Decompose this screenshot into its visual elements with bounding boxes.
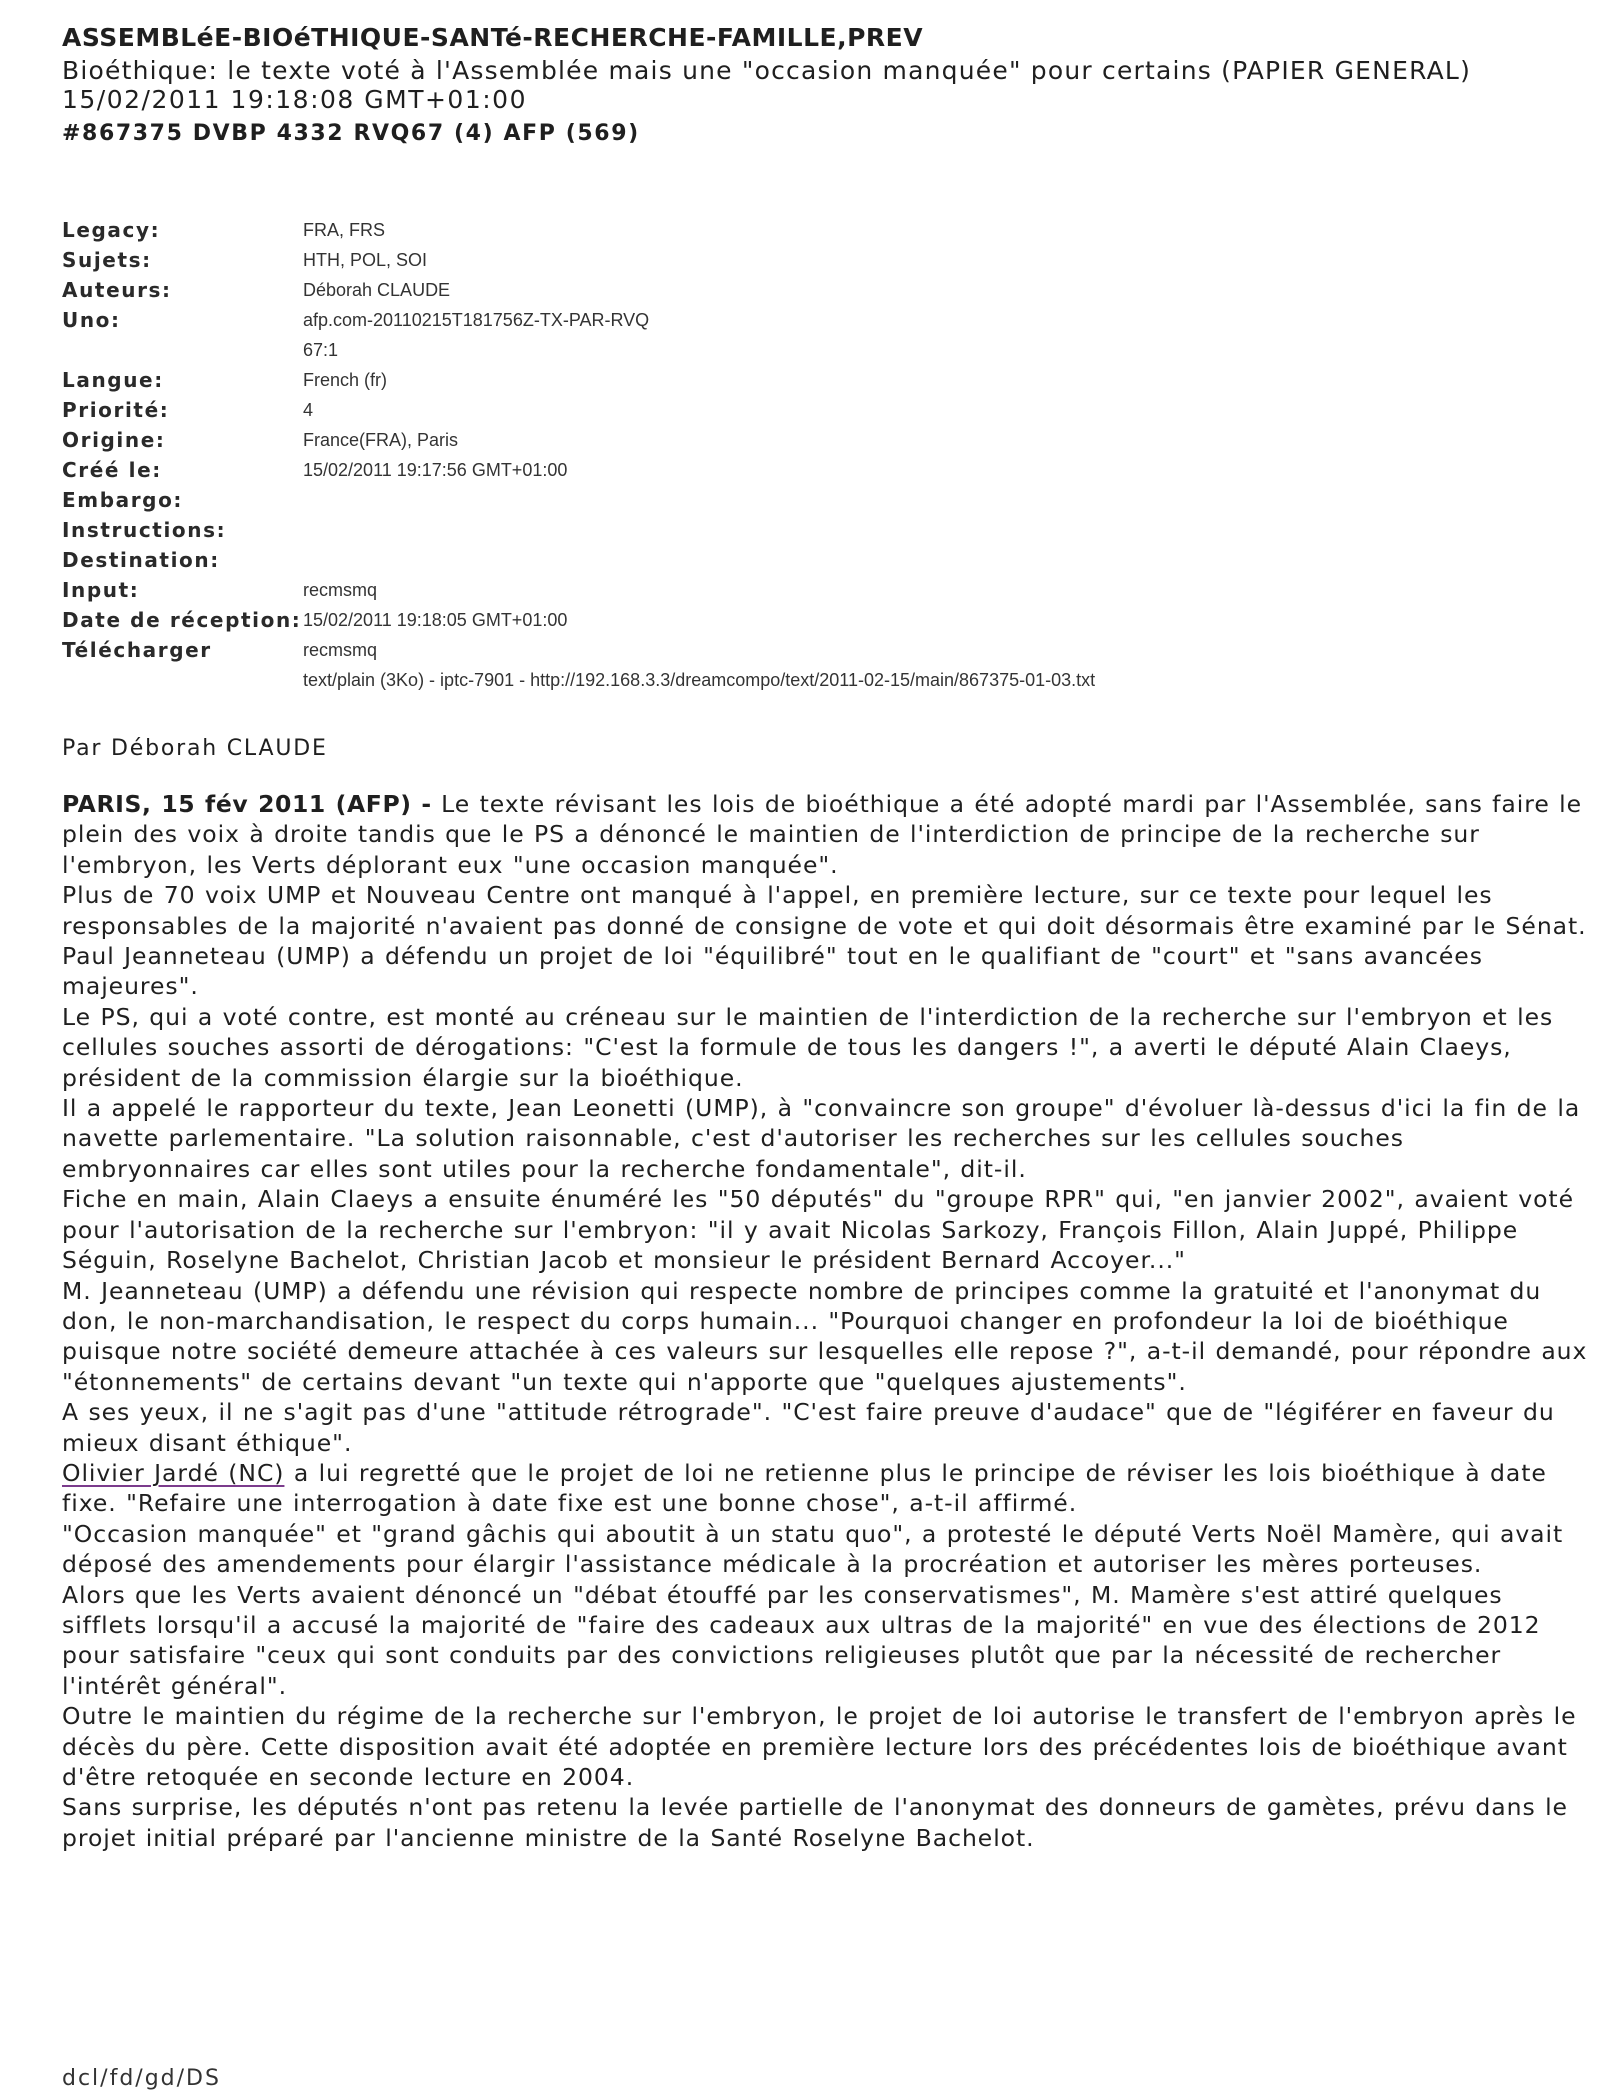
underlined-name: Olivier Jardé (NC) [62,1458,285,1487]
metadata-row [62,305,1362,365]
metadata-value [303,425,458,455]
metadata-value-line: France(FRA), Paris [303,430,459,450]
metadata-value-line: FRA, FRS [303,220,386,240]
metadata-row [62,515,1362,545]
dispatch-slug: ASSEMBLéE-BIOéTHIQUE-SANTé-RECHERCHE-FAMILLE,PREV [62,23,924,52]
article-paragraph: A ses yeux, il ne s'agit pas d'une "attitude rétrograde". "C'est faire preuve d'audace" que de "légiférer en faveur du mieux disant éthique". [62,1398,1555,1457]
metadata-label: Date de réception: [62,608,302,632]
metadata-row [62,245,1362,275]
metadata-row [62,635,1362,695]
metadata-value [303,455,567,485]
article-paragraph: Le PS, qui a voté contre, est monté au créneau sur le maintien de l'interdiction de la recherche sur l'embryon et les cellules souches assorti de dérogations: "C'est la formule de tous les dangers !", a averti le député Alain Claeys, président de la commission élargie sur la bioéthique. [62,1002,1554,1092]
metadata-label: Sujets: [62,248,152,272]
article-paragraph: Paul Jeanneteau (UMP) a défendu un projet de loi "équilibré" tout en le qualifiant de "court" et "sans avancées majeures". [62,942,1483,1001]
lead-paragraph [62,789,1592,880]
metadata-value [303,365,387,395]
metadata-row [62,365,1362,395]
signoff: dcl/fd/gd/DS [62,2066,221,2091]
metadata-value [303,245,427,275]
metadata-value [303,275,450,305]
article-paragraph: Alors que les Verts avaient dénoncé un "débat étouffé par les conservatismes", M. Mamère s'est attiré quelques sifflets lorsqu'il a accusé la majorité de "faire des cadeaux aux ultras de la majorité" en vue des élections de 2012 pour satisfaire "ceux qui sont conduits par des convictions religieuses plutôt que par la nécessité de rechercher l'intérêt général". [62,1580,1541,1700]
metadata-table [62,215,1362,695]
metadata-value [303,605,567,635]
metadata-value-line: 67:1 [303,340,339,360]
dispatch-reference: #867375 DVBP 4332 RVQ67 (4) AFP (569) [62,121,640,146]
article-paragraph: Il a appelé le rapporteur du texte, Jean Leonetti (UMP), à "convaincre son groupe" d'évoluer là-dessus d'ici la fin de la navette parlementaire. "La solution raisonnable, c'est d'autoriser les recherches sur les cellules souches embryonnaires car elles sont utiles pour la recherche fondamentale", dit-il. [62,1094,1581,1183]
byline: Par Déborah CLAUDE [62,736,328,761]
metadata-label: Embargo: [62,488,184,512]
metadata-value-line: Déborah CLAUDE [303,280,451,300]
lead-text: Le texte révisant les lois de bioéthique a été adopté mardi par l'Assemblée, sans faire le plein des voix à droite tandis que le PS a dénoncé le maintien de l'interdiction de principe de la recherche sur l'embryon, les Verts déplorant eux "une occasion manquée". [62,790,1583,879]
dispatch-headline: Bioéthique: le texte voté à l'Assemblée mais une "occasion manquée" pour certains (PAPIER GENERAL) [62,56,1472,85]
metadata-label: Priorité: [62,398,170,422]
metadata-row [62,395,1362,425]
metadata-row [62,575,1362,605]
metadata-value [303,215,385,245]
metadata-value [303,395,313,425]
article-paragraph: Outre le maintien du régime de la recherche sur l'embryon, le projet de loi autorise le transfert de l'embryon après le décès du père. Cette disposition avait été adoptée en première lecture lors des précédentes lois de bioéthique avant d'être retoquée en seconde lecture en 2004. [62,1702,1577,1791]
metadata-label: Uno: [62,308,121,332]
dispatch-header [62,20,1582,154]
metadata-label: Instructions: [62,518,227,542]
metadata-value [303,635,1095,695]
metadata-value-line: 15/02/2011 19:17:56 GMT+01:00 [303,460,568,480]
metadata-row [62,605,1362,635]
metadata-row [62,485,1362,515]
metadata-row [62,425,1362,455]
metadata-row [62,545,1362,575]
article-body [62,789,1592,1853]
article-paragraph: Fiche en main, Alain Claeys a ensuite énuméré les "50 députés" du "groupe RPR" qui, "en janvier 2002", avaient voté pour l'autorisation de la recherche sur l'embryon: "il y avait Nicolas Sarkozy, François Fillon, Alain Juppé, Philippe Séguin, Roselyne Bachelot, Christian Jacob et monsieur le président Bernard Accoyer..." [62,1185,1575,1275]
paragraph-text: a lui regretté que le projet de loi ne retienne plus le principe de réviser les lois bioéthique à date fixe. "Refaire une interrogation à date fixe est une bonne chose", a-t-il affirmé. [62,1458,1547,1518]
article-paragraph: Sans surprise, les députés n'ont pas retenu la levée partielle de l'anonymat des donneurs de gamètes, prévu dans le projet initial préparé par l'ancienne ministre de la Santé Roselyne Bachelot. [62,1793,1568,1852]
article-paragraph: Plus de 70 voix UMP et Nouveau Centre ont manqué à l'appel, en première lecture, sur ce texte pour lequel les responsables de la majorité n'avaient pas donné de consigne de vote et qui doit désormais être examiné par le Sénat. [62,881,1587,940]
metadata-row [62,215,1362,245]
metadata-value-line: 4 [303,400,314,420]
metadata-row [62,275,1362,305]
metadata-value-line: 15/02/2011 19:18:05 GMT+01:00 [303,610,568,630]
metadata-label: Input: [62,578,140,602]
metadata-value [303,305,649,365]
metadata-label: Créé le: [62,458,162,482]
article-paragraph: "Occasion manquée" et "grand gâchis qui aboutit à un statu quo", a protesté le député Verts Noël Mamère, qui avait déposé des amendements pour élargir l'assistance médicale à la procréation et autoriser les mères porteuses. [62,1519,1564,1579]
metadata-value-line: HTH, POL, SOI [303,250,428,270]
metadata-label: Origine: [62,428,166,452]
metadata-label: Langue: [62,368,164,392]
metadata-value-line: afp.com-20110215T181756Z-TX-PAR-RVQ [303,310,650,330]
metadata-value [303,575,377,605]
metadata-label: Legacy: [62,218,161,242]
metadata-value-line: text/plain (3Ko) - iptc-7901 - http://192.168.3.3/dreamcompo/text/2011-02-15/main/867375-01-03.txt [303,670,1096,690]
article-paragraph [62,1458,1592,1519]
dispatch-datetime: 15/02/2011 19:18:08 GMT+01:00 [62,85,527,114]
metadata-label: Auteurs: [62,278,172,302]
metadata-value-line: recmsmq [303,580,378,600]
article-paragraph: M. Jeanneteau (UMP) a défendu une révision qui respecte nombre de principes comme la gratuité et l'anonymat du don, le non-marchandisation, le respect du corps humain... "Pourquoi changer en profondeur la loi de bioéthique puisque notre société demeure attachée à ces valeurs sur lesquelles elle repose ?", a-t-il demandé, pour répondre aux "étonnements" de certains devant "un texte qui n'apporte que "quelques ajustements". [62,1276,1588,1396]
metadata-row [62,455,1362,485]
metadata-value-line: French (fr) [303,370,388,390]
metadata-label: Télécharger [62,638,212,662]
metadata-value-line: recmsmq [303,640,378,660]
lead-dateline: PARIS, 15 fév 2011 (AFP) - [62,790,432,818]
metadata-label: Destination: [62,548,220,572]
